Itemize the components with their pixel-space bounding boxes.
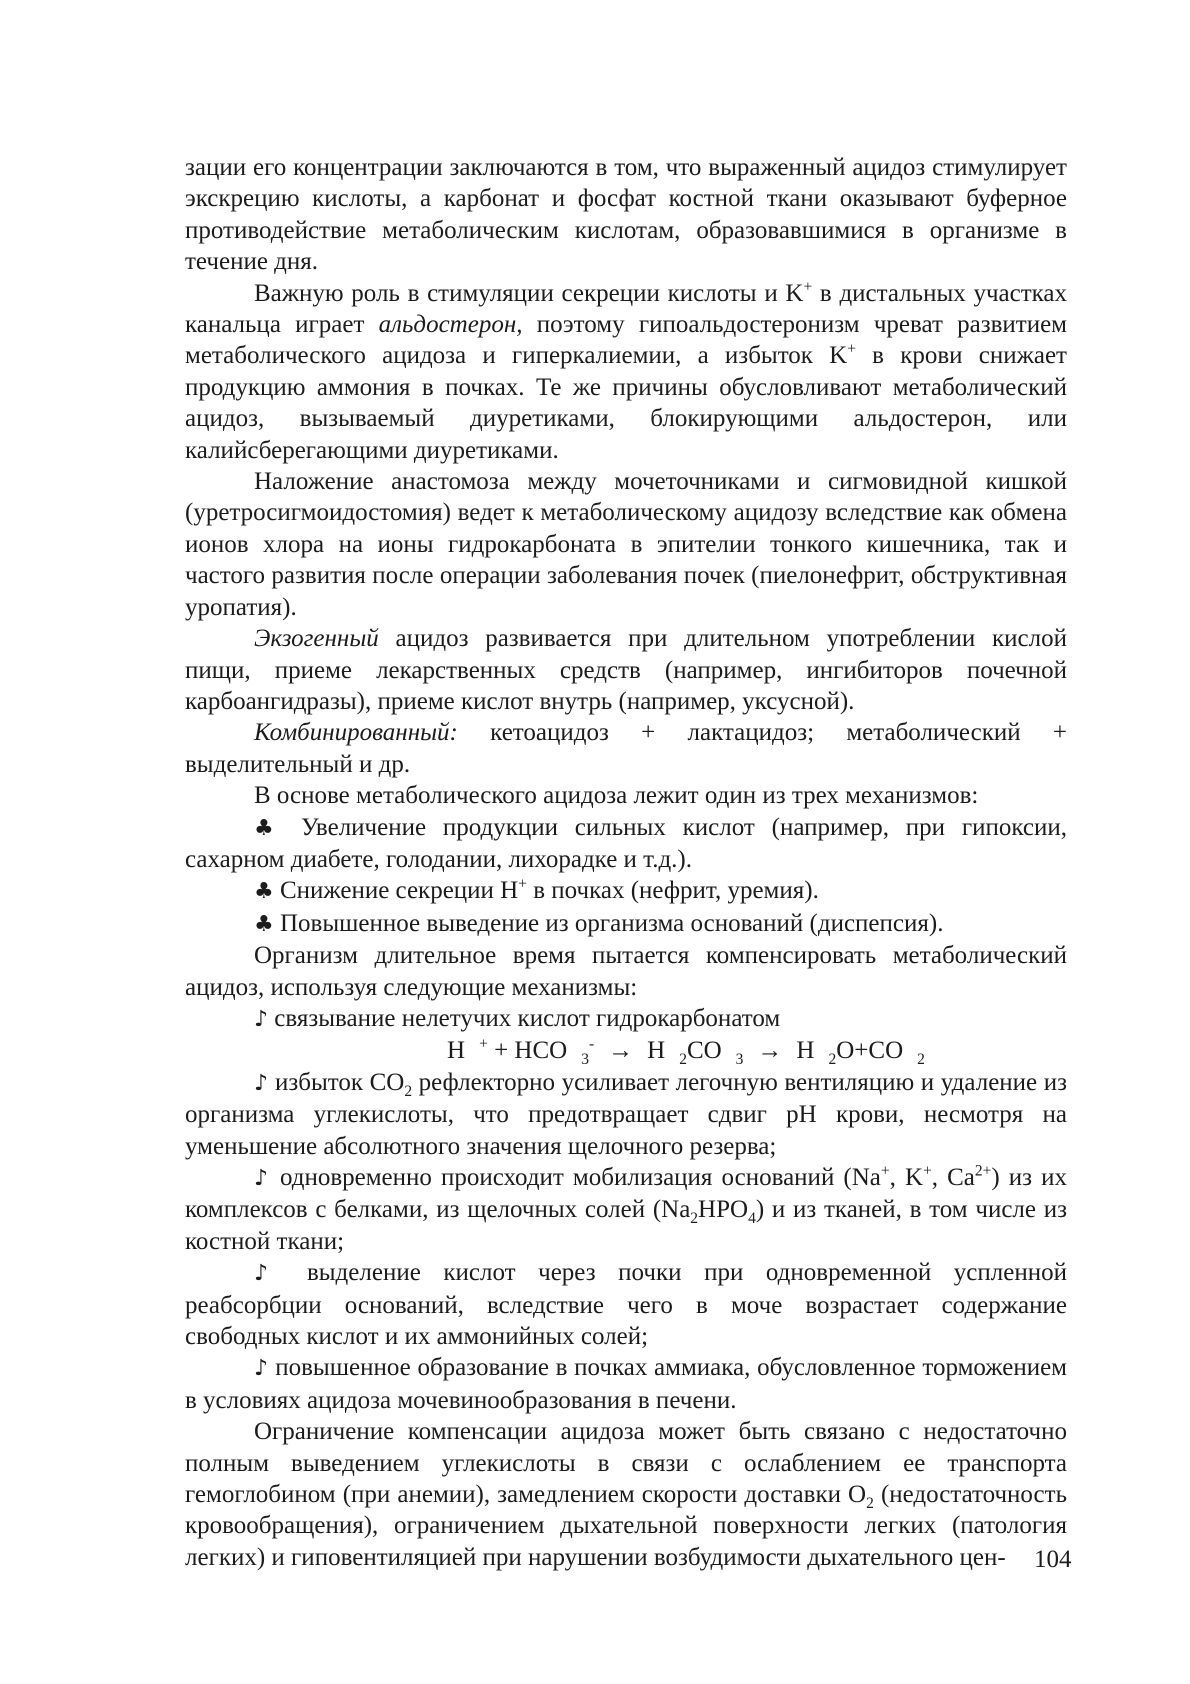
note-bullet-icon: ♪ <box>254 1006 269 1032</box>
club-bullet-icon: ♣ <box>254 879 274 905</box>
club-item-1: ♣ Увеличение продукции сильных кислот (например, при гипоксии, сахарном диабете, голодании, лихорадке и т.д.). <box>185 813 1067 873</box>
note-bullet-icon: ♪ <box>254 1070 269 1096</box>
term-exogenous: Экзогенный <box>254 625 379 653</box>
page-body <box>185 152 1067 1573</box>
note-bullet-icon: ♪ <box>254 1356 269 1382</box>
note-item-3: ♪ одновременно происходит мобилизация оснований (Na+, K+, $Ca^{2+}$) из их комплексов с белками, из щелочных солей $(Na_2HPO_4)$ и из тканей, в том числе из костной ткани; <box>185 1162 1067 1255</box>
paragraph-8: Ограничение компенсации ацидоза может быть связано с недостаточно полным выведением углекислоты в связи с ослаблением ее транспорта гемоглобином (при анемии), замедлением скорости доставки $O_2$ (недостаточность кровообращения), ограничением дыхательной поверхности легких (патология легких) и гиповентиляцией при нарушении возбудимости дыхательного цен- <box>185 1418 1067 1571</box>
paragraph-4: Экзогенный ацидоз развивается при длительном употреблении кислой пищи, приеме лекарственных средств (например, ингибиторов почечной карбоангидразы), приеме кислот внутрь (например, уксусной). <box>185 625 1067 715</box>
note-item-2: ♪ избыток $CO_2$ рефлекторно усиливает легочную вентиляцию и удаление из организма углекислоты, что предотвращает сдвиг pH крови, несмотря на уменьшение абсолютного значения щелочного резерва; <box>185 1068 1067 1160</box>
note-bullet-icon: ♪ <box>254 1166 271 1191</box>
paragraph-1: зации его концентрации заключаются в том, что выраженный ацидоз стимулирует экскрецию кислоты, а карбонат и фосфат костной ткани оказывают буферное противодействие метаболическим кислотам, образовавшимися в организме в течение дня. <box>185 154 1067 276</box>
chemical-formula: H + + HCO $_3$- → H $_2$CO $_3$ → H $_2$O+CO $_2$ <box>447 1036 925 1069</box>
arrow-icon: → <box>757 1037 783 1065</box>
note-item-1: ♪ связывание нелетучих кислот гидрокарбонатом <box>254 1004 781 1032</box>
arrow-icon: → <box>608 1037 634 1065</box>
paragraph-6: В основе метаболического ацидоза лежит один из трех механизмов: <box>254 782 979 810</box>
term-aldosterone: альдостерон, <box>378 311 523 339</box>
note-bullet-icon: ♪ <box>254 1261 285 1287</box>
club-item-2: ♣ Снижение секреции H+ в почках (нефрит, уремия). <box>254 876 819 905</box>
term-combined: Комбинированный: <box>254 719 458 747</box>
club-item-3: ♣ Повышенное выведение из организма оснований (диспепсия). <box>254 909 944 937</box>
note-item-5: ♪ повышенное образование в почках аммиака, обусловленное торможением в условиях ацидоза мочевинообразования в печени. <box>185 1354 1067 1414</box>
paragraph-5: Комбинированный: кетоацидоз + лактацидоз; метаболический + выделительный и др. <box>185 719 1067 778</box>
paragraph-7: Организм длительное время пытается компенсировать метаболический ацидоз, используя следующие механизмы: <box>185 942 1067 1001</box>
paragraph-2: Важную роль в стимуляции секреции кислоты и K+ в дистальных участках канальца играет альдостерон, поэтому гипоальдостеронизм чреват развитием метаболического ацидоза и гиперкалиемии, а избыток K+ в крови снижает продукцию аммония в почках. Те же причины обусловливают метаболический ацидоз, вызываемый диуретиками, блокирующими альдостерон, или калийсберегающими диуретиками. <box>185 278 1068 464</box>
club-bullet-icon: ♣ <box>254 815 285 841</box>
page-number: 104 <box>1034 1546 1072 1573</box>
note-item-4: ♪ выделение кислот через почки при одновременной успленной реабсорбции оснований, вследствие чего в моче возрастает содержание свободных кислот и их аммонийных солей; <box>185 1259 1067 1351</box>
club-bullet-icon: ♣ <box>254 911 274 937</box>
paragraph-3: Наложение анастомоза между мочеточниками и сигмовидной кишкой (уретросигмоидостомия) ведет к метаболическому ацидозу вследствие как обмена ионов хлора на ионы гидрокарбоната в эпителии тонкого кишечника, так и частого развития после операции заболевания почек (пиелонефрит, обструктивная уропатия). <box>185 468 1067 621</box>
